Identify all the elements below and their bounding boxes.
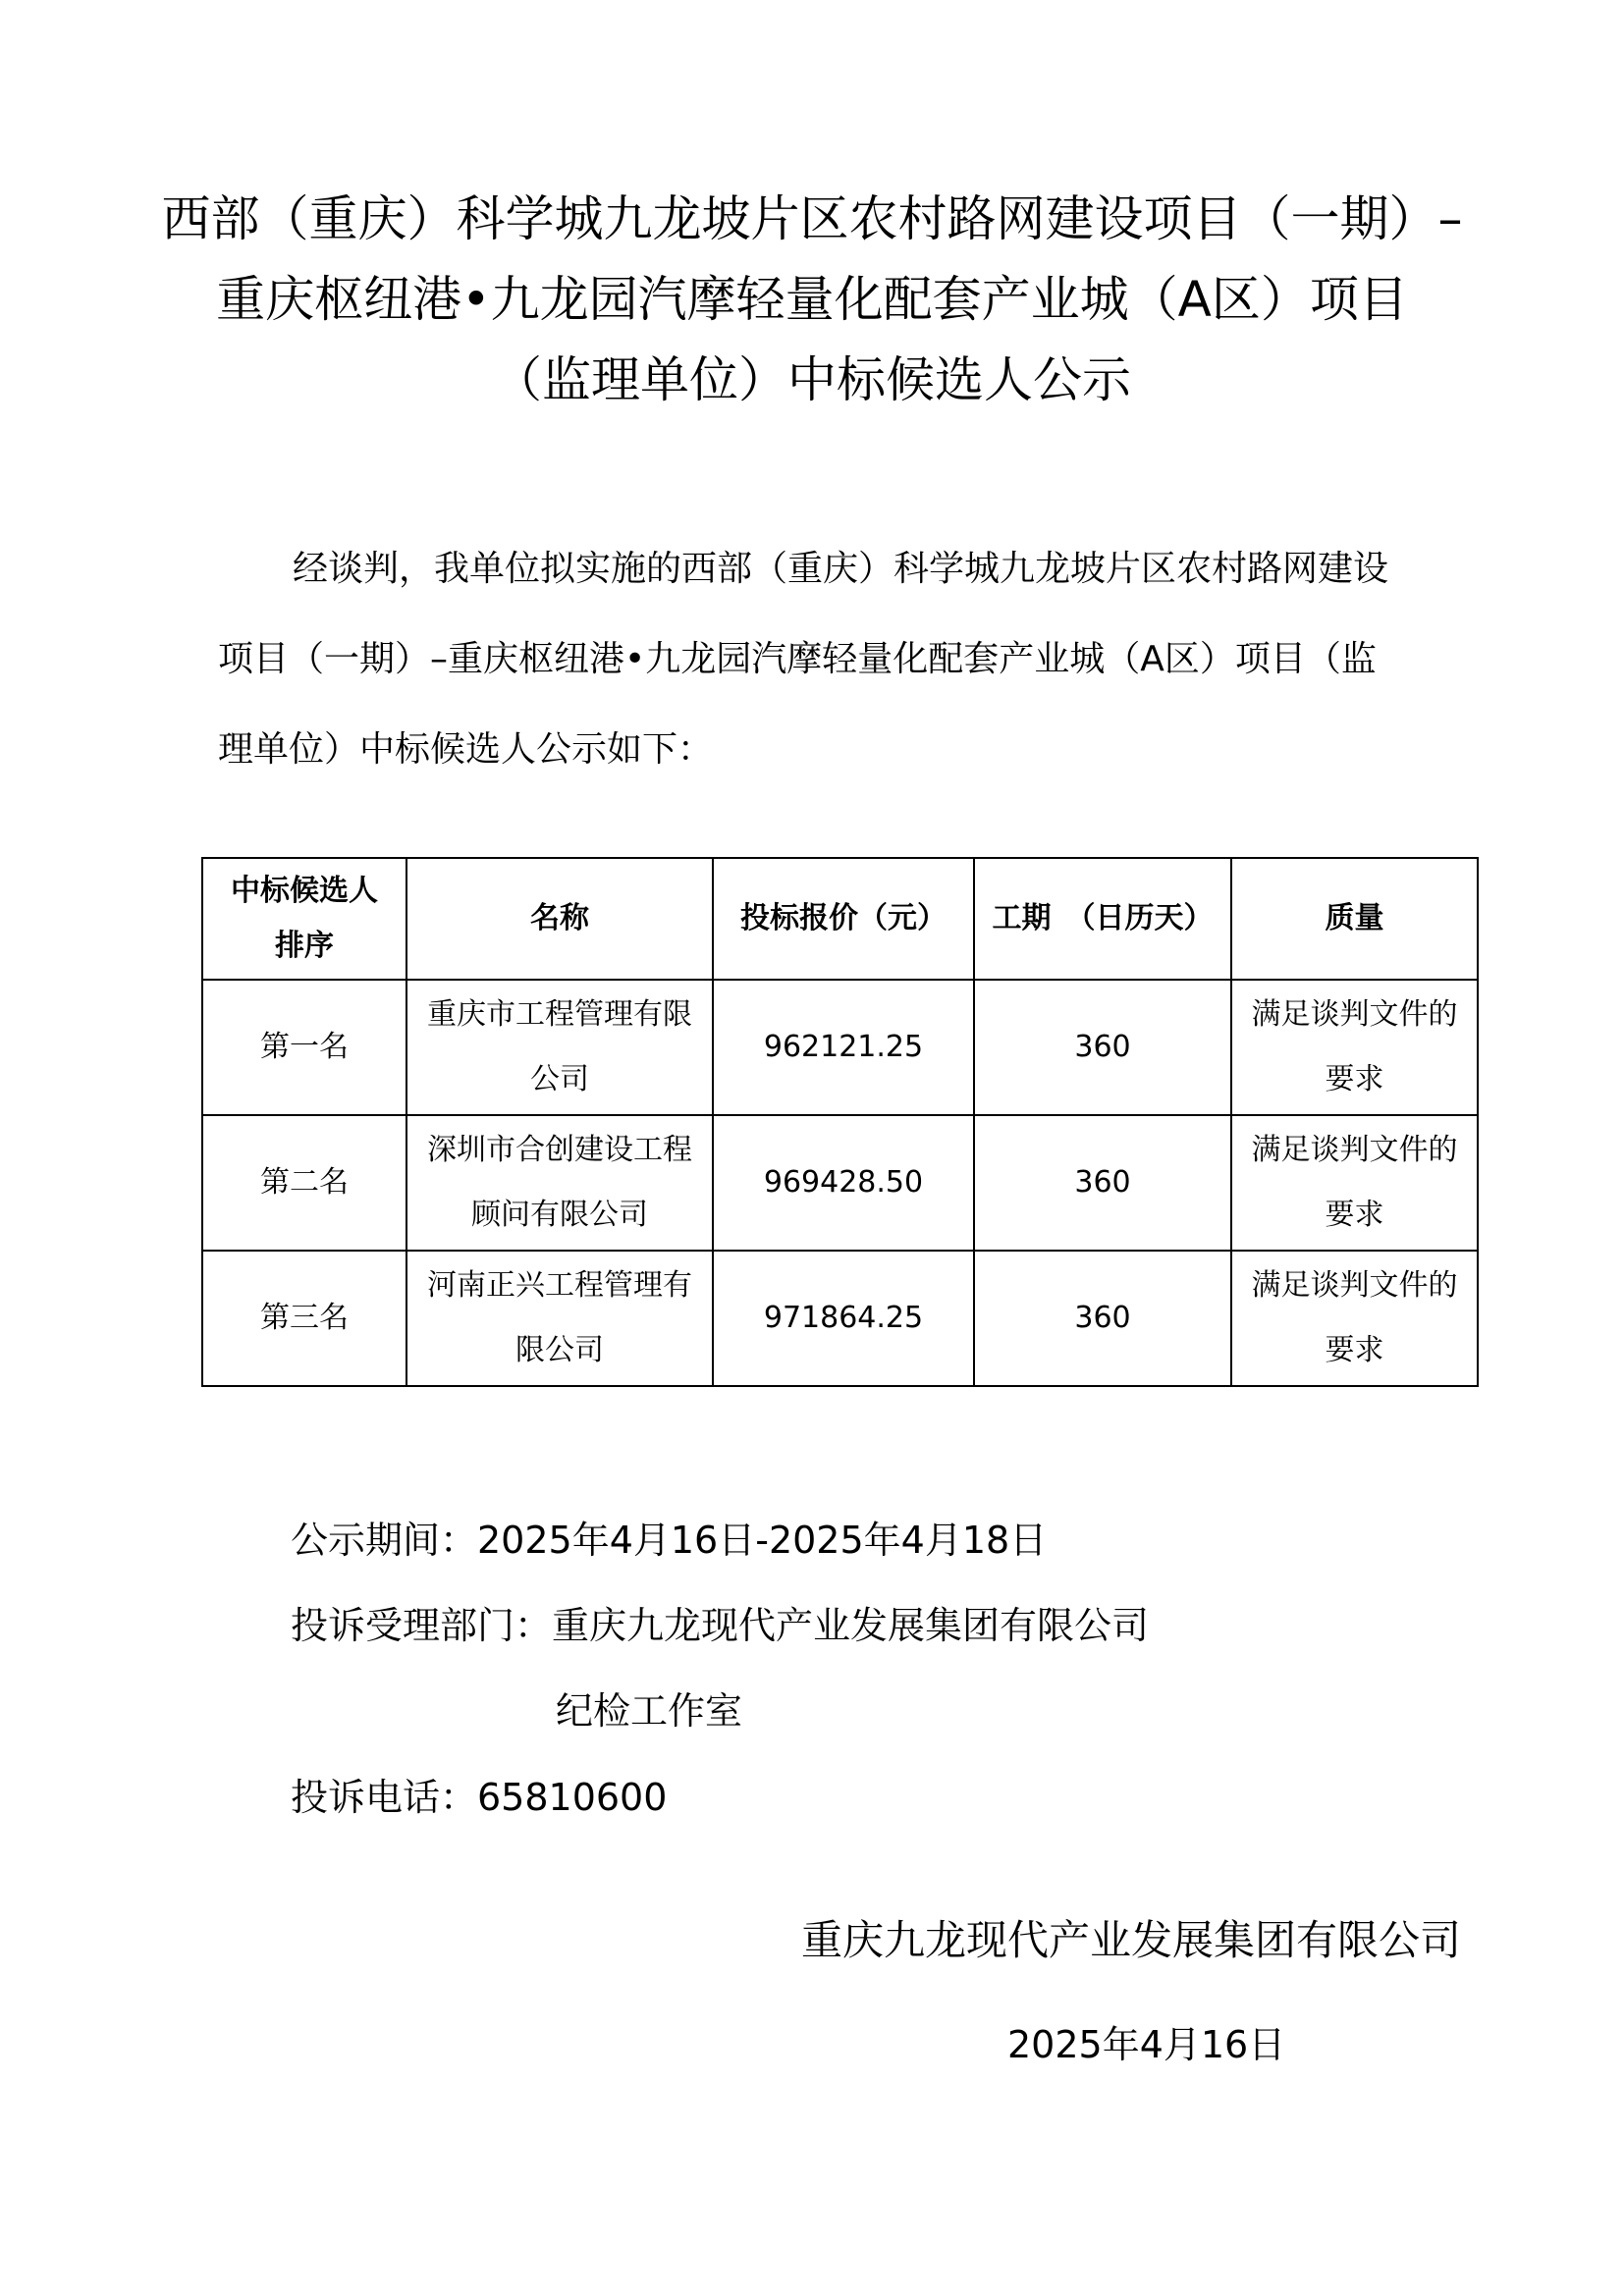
signature-organization: 重庆九龙现代产业发展集团有限公司: [800, 1916, 1461, 1964]
name-cell: [406, 1251, 713, 1386]
period-cell: 360: [974, 1115, 1231, 1251]
quality-cell: [1231, 1115, 1478, 1251]
name-line-1: 河南正兴工程管理有: [427, 1268, 692, 1303]
name-line-2: 顾问有限公司: [471, 1198, 648, 1232]
quality-line-1: 满足谈判文件的: [1251, 997, 1458, 1032]
table-row: [202, 1251, 1478, 1386]
title-line-1: 西部（重庆）科学城九龙坡片区农村路网建设项目（一期）–: [161, 190, 1463, 247]
quality-line-2: 要求: [1325, 1062, 1384, 1096]
title-line-2: 重庆枢纽港•九龙园汽摩轻量化配套产业城（A区）项目: [216, 271, 1408, 328]
document-title: [147, 179, 1477, 420]
quality-cell: [1231, 1251, 1478, 1386]
quality-line-2: 要求: [1325, 1333, 1384, 1367]
rank-cell: 第一名: [202, 980, 406, 1115]
signature-date: 2025年4月16日: [1007, 2023, 1286, 2066]
complaint-department: 投诉受理部门：重庆九龙现代产业发展集团有限公司: [291, 1604, 1150, 1647]
complaint-department-line-2: 纪检工作室: [556, 1689, 743, 1733]
rank-cell: 第三名: [202, 1251, 406, 1386]
period-cell: 360: [974, 980, 1231, 1115]
name-line-2: 限公司: [515, 1333, 604, 1367]
header-price: 投标报价（元）: [713, 858, 974, 980]
table-header-row: [202, 858, 1478, 980]
title-line-3: （监理单位）中标候选人公示: [493, 351, 1131, 408]
quality-line-1: 满足谈判文件的: [1251, 1133, 1458, 1167]
period-cell: 360: [974, 1251, 1231, 1386]
table-row: [202, 980, 1478, 1115]
intro-line-1: 经谈判，我单位拟实施的西部（重庆）科学城九龙坡片区农村路网建设: [293, 549, 1389, 589]
name-cell: [406, 1115, 713, 1251]
header-rank-line-2: 排序: [275, 929, 334, 963]
header-rank: [202, 858, 406, 980]
publicity-period: 公示期间：2025年4月16日-2025年4月18日: [291, 1519, 1048, 1562]
table-row: [202, 1115, 1478, 1251]
price-cell: 962121.25: [713, 980, 974, 1115]
price-cell: 971864.25: [713, 1251, 974, 1386]
header-quality: 质量: [1231, 858, 1478, 980]
quality-line-2: 要求: [1325, 1198, 1384, 1232]
name-line-1: 重庆市工程管理有限: [427, 997, 692, 1032]
intro-paragraph: [218, 524, 1485, 795]
price-cell: 969428.50: [713, 1115, 974, 1251]
candidate-table: [201, 857, 1479, 1387]
name-cell: [406, 980, 713, 1115]
rank-cell: 第二名: [202, 1115, 406, 1251]
name-line-2: 公司: [530, 1062, 589, 1096]
header-rank-line-1: 中标候选人: [231, 874, 378, 908]
name-line-1: 深圳市合创建设工程: [427, 1133, 692, 1167]
header-period: 工期 （日历天）: [974, 858, 1231, 980]
intro-line-3: 理单位）中标候选人公示如下：: [218, 729, 714, 770]
header-name: 名称: [406, 858, 713, 980]
intro-line-2: 项目（一期）–重庆枢纽港•九龙园汽摩轻量化配套产业城（A区）项目（监: [218, 639, 1377, 679]
quality-line-1: 满足谈判文件的: [1251, 1268, 1458, 1303]
quality-cell: [1231, 980, 1478, 1115]
complaint-phone: 投诉电话：65810600: [291, 1776, 668, 1819]
